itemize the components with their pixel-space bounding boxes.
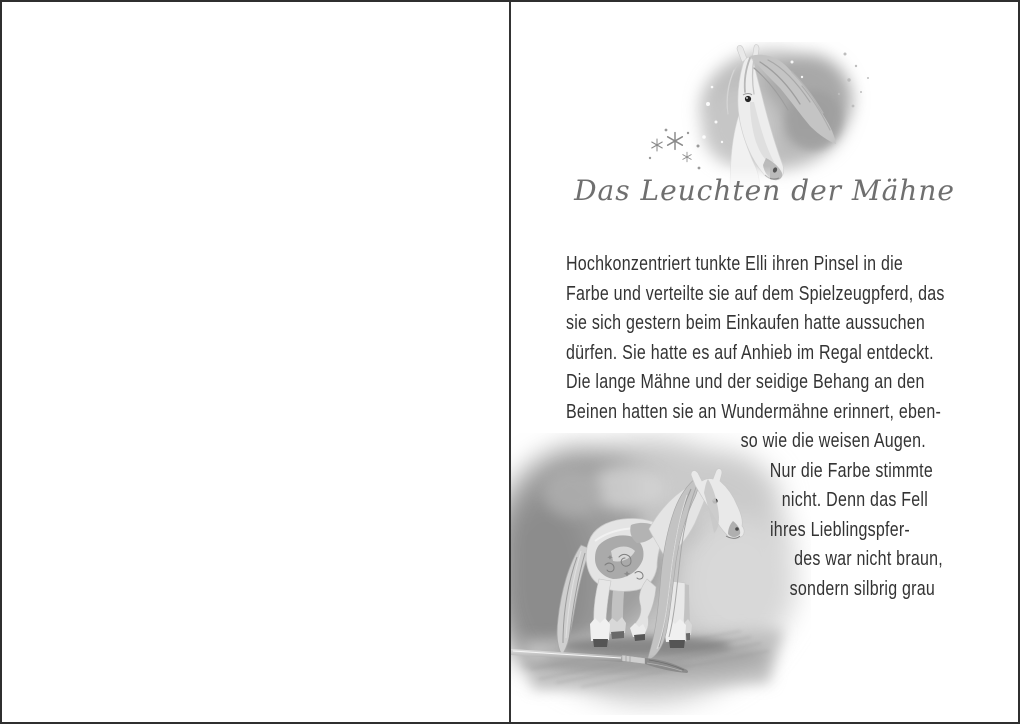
text-line-wrapped: Nur die Farbe stimmte	[769, 459, 933, 482]
left-page-blank	[2, 2, 509, 722]
horse-head-illustration	[642, 42, 879, 192]
text-line-wrapped: so wie die weisen Augen.	[740, 430, 926, 452]
chapter-text	[566, 250, 943, 604]
text-line: sie sich gestern beim Einkaufen hatte aussuchen	[566, 312, 926, 334]
text-line-wrapped: sondern silbrig grau	[789, 577, 935, 600]
text-line: Die lange Mähne und der seidige Behang an den	[566, 371, 925, 393]
chapter-title: Das Leuchten der Mähne	[574, 174, 955, 207]
text-line-wrapped: des war nicht braun,	[794, 548, 943, 570]
right-page	[511, 2, 1018, 722]
text-line: dürfen. Sie hatte es auf Anhieb im Regal entdeckt.	[566, 341, 934, 364]
text-line: Beinen hatten sie an Wundermähne erinnert, eben-	[566, 400, 942, 423]
text-line-wrapped: nicht. Denn das Fell	[781, 489, 928, 511]
text-line-wrapped: ihres Lieblingspfer-	[770, 518, 910, 541]
text-line: Hochkonzentriert tunkte Elli ihren Pinsel in die	[566, 253, 904, 275]
text-line: Farbe und verteilte sie auf dem Spielzeugpferd, das	[566, 282, 945, 305]
